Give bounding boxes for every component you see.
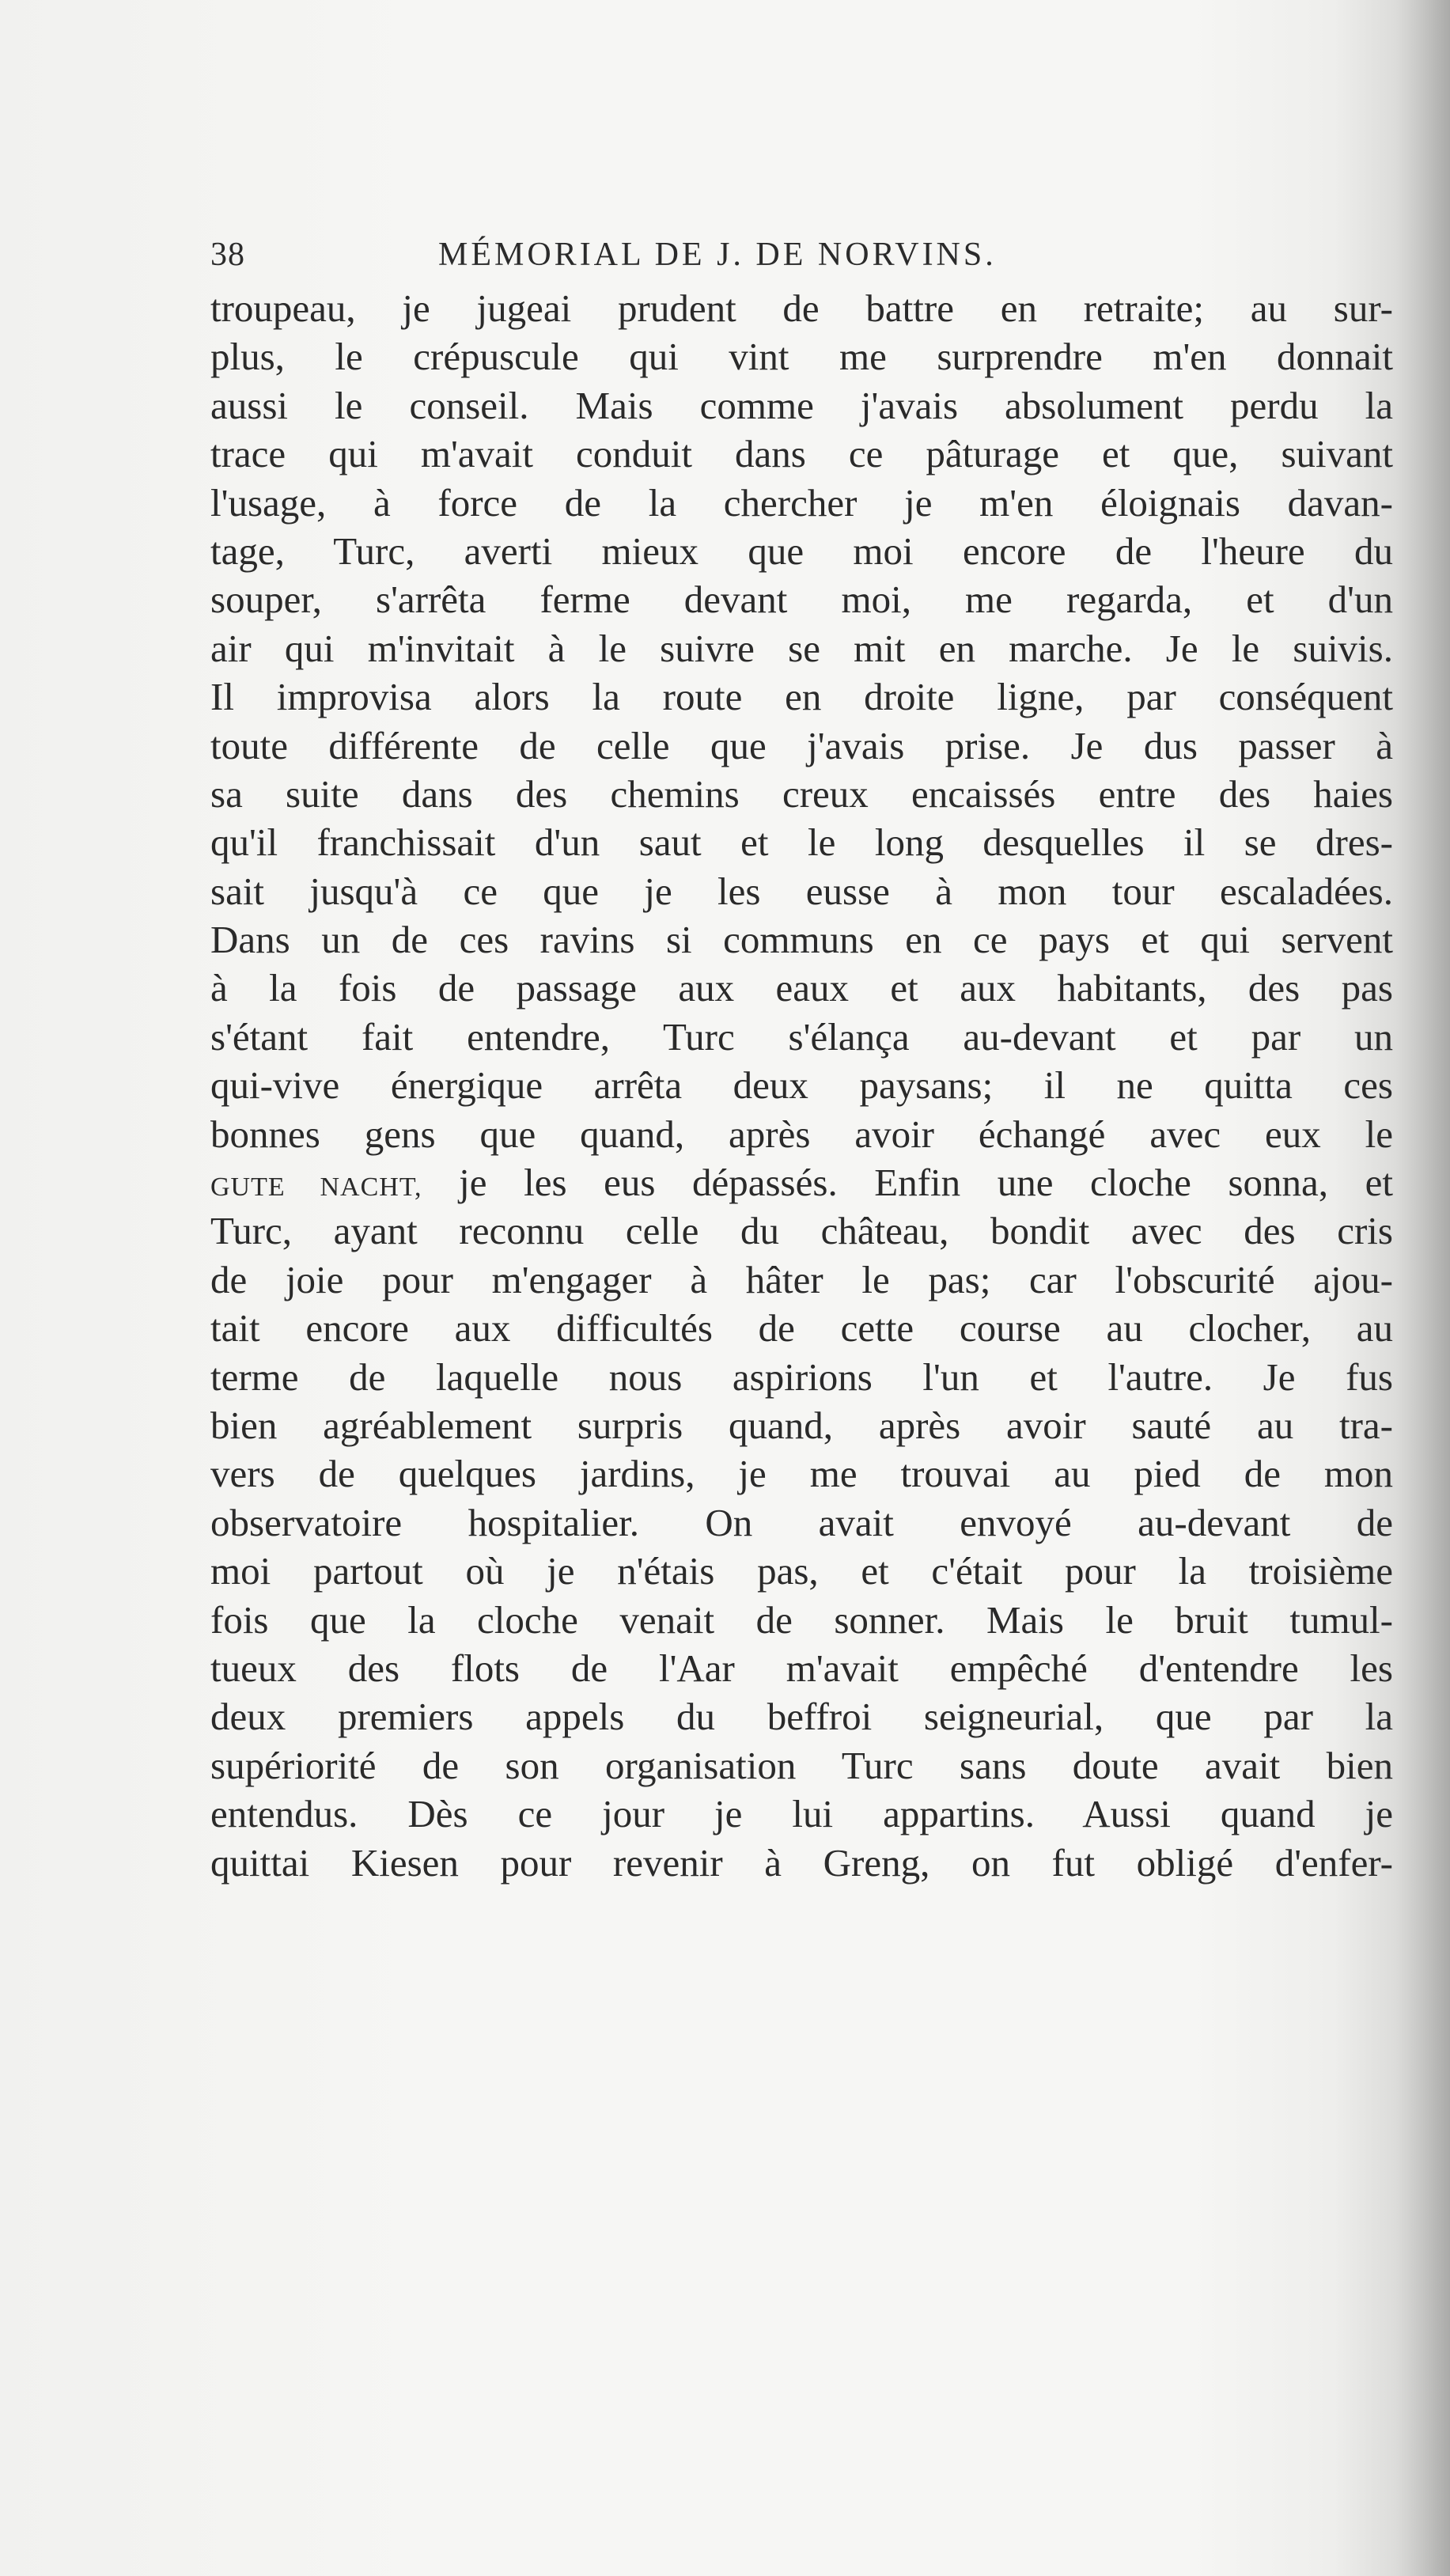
text-line: aussi le conseil. Mais comme j'avais absolument perdu la bbox=[210, 383, 1393, 427]
text-line: plus, le crépuscule qui vint me surprendre m'en donnait bbox=[210, 335, 1393, 379]
text-line: souper, s'arrêta ferme devant moi, me regarda, et d'un bbox=[210, 578, 1393, 622]
text-line: toute différente de celle que j'avais prise. Je dus passer à bbox=[210, 723, 1393, 767]
text-line: Il improvisa alors la route en droite ligne, par conséquent bbox=[210, 675, 1393, 719]
text-line: moi partout où je n'étais pas, et c'était pour la troisième bbox=[210, 1549, 1393, 1593]
text-line: tage, Turc, averti mieux que moi encore de l'heure du bbox=[210, 528, 1393, 573]
text-line: air qui m'invitait à le suivre se mit en marche. Je le suivis. bbox=[210, 626, 1393, 670]
small-caps-phrase: GUTE NACHT, bbox=[210, 1172, 422, 1203]
page-edge-shadow bbox=[1395, 0, 1450, 2576]
text-line: qu'il franchissait d'un saut et le long desquelles il se dres- bbox=[210, 820, 1393, 865]
text-line: terme de laquelle nous aspirions l'un et l'autre. Je fus bbox=[210, 1354, 1393, 1399]
text-line: sa suite dans des chemins creux encaissés entre des haies bbox=[210, 771, 1393, 816]
text-line: tueux des flots de l'Aar m'avait empêché d'entendre les bbox=[210, 1646, 1393, 1690]
page-number: 38 bbox=[210, 237, 245, 273]
text-line: de joie pour m'engager à hâter le pas; car l'obscurité ajou- bbox=[210, 1257, 1393, 1301]
text-line: Dans un de ces ravins si communs en ce pays et qui servent bbox=[210, 918, 1393, 962]
text-line-with-small-caps bbox=[210, 1158, 1393, 1207]
text-line: à la fois de passage aux eaux et aux habitants, des pas bbox=[210, 966, 1393, 1010]
text-line: trace qui m'avait conduit dans ce pâturage et que, suivant bbox=[210, 432, 1393, 476]
text-line: bien agréablement surpris quand, après avoir sauté au tra- bbox=[210, 1403, 1393, 1447]
text-line: s'étant fait entendre, Turc s'élança au-devant et par un bbox=[210, 1014, 1393, 1059]
text-line: entendus. Dès ce jour je lui appartins. Aussi quand je bbox=[210, 1792, 1393, 1836]
text-line: sait jusqu'à ce que je les eusse à mon tour escaladées. bbox=[210, 869, 1393, 913]
text-line: tait encore aux difficultés de cette course au clocher, au bbox=[210, 1306, 1393, 1351]
text-line: vers de quelques jardins, je me trouvai au pied de mon bbox=[210, 1452, 1393, 1496]
book-title: MÉMORIAL DE J. DE NORVINS. bbox=[438, 237, 997, 273]
text-line: Turc, ayant reconnu celle du château, bondit avec des cris bbox=[210, 1209, 1393, 1253]
text-line: deux premiers appels du beffroi seigneurial, que par la bbox=[210, 1695, 1393, 1739]
text-line: troupeau, je jugeai prudent de battre en retraite; au sur- bbox=[210, 286, 1393, 330]
body-text bbox=[210, 284, 1393, 1887]
text-line: l'usage, à force de la chercher je m'en éloignais davan- bbox=[210, 480, 1393, 525]
text-line-rest: je les eus dépassés. Enfin une cloche sonna, et bbox=[422, 1161, 1393, 1205]
text-line: observatoire hospitalier. On avait envoyé au-devant de bbox=[210, 1500, 1393, 1544]
text-line: bonnes gens que quand, après avoir échangé avec eux le bbox=[210, 1112, 1393, 1156]
running-head bbox=[210, 231, 1393, 278]
text-line: qui-vive énergique arrêta deux paysans; il ne quitta ces bbox=[210, 1063, 1393, 1108]
text-line: quittai Kiesen pour revenir à Greng, on fut obligé d'enfer- bbox=[210, 1840, 1393, 1885]
text-line: fois que la cloche venait de sonner. Mais le bruit tumul- bbox=[210, 1597, 1393, 1642]
text-line: supériorité de son organisation Turc sans doute avait bien bbox=[210, 1743, 1393, 1787]
